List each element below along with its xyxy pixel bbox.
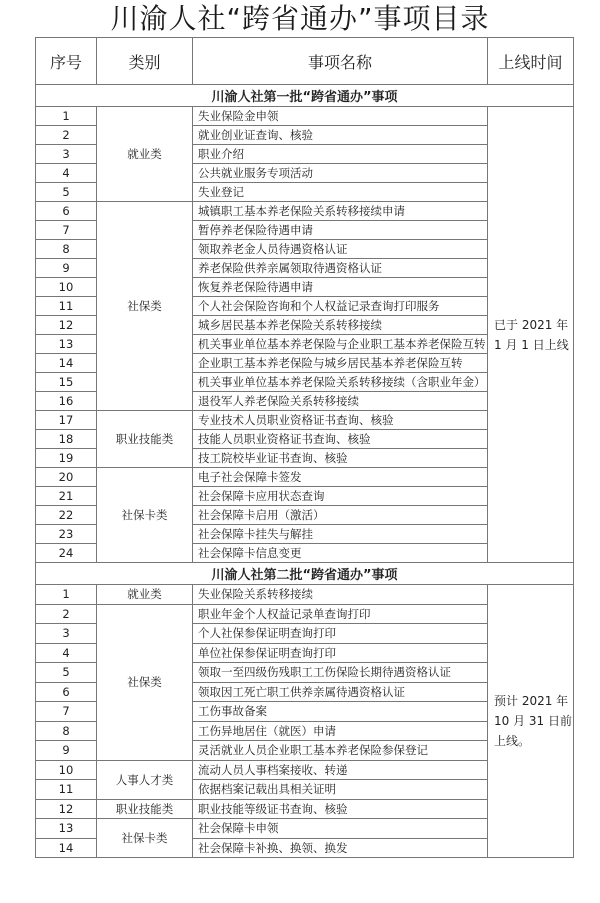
item-number: 12 [36, 316, 97, 335]
item-name: 个人社保参保证明查询打印 [193, 624, 488, 644]
item-name: 职业技能等级证书查询、核验 [193, 799, 488, 819]
item-number: 19 [36, 449, 97, 468]
section-heading-row [36, 563, 574, 585]
item-name: 单位社保参保证明查询打印 [193, 643, 488, 663]
item-name: 社会保障卡挂失与解挂 [193, 525, 488, 544]
online-time: 预计 2021 年 10 月 31 日前上线。 [488, 585, 574, 858]
item-name: 城乡居民基本养老保险关系转移接续 [193, 316, 488, 335]
item-number: 3 [36, 145, 97, 164]
item-number: 7 [36, 702, 97, 722]
item-number: 9 [36, 259, 97, 278]
item-name: 流动人员人事档案接收、转递 [193, 760, 488, 780]
item-number: 4 [36, 164, 97, 183]
item-number: 7 [36, 221, 97, 240]
item-number: 14 [36, 354, 97, 373]
item-name: 工伤异地居住（就医）申请 [193, 721, 488, 741]
item-number: 11 [36, 297, 97, 316]
item-name: 社会保障卡信息变更 [193, 544, 488, 563]
item-name: 个人社会保险咨询和个人权益记录查询打印服务 [193, 297, 488, 316]
item-name: 养老保险供养亲属领取待遇资格认证 [193, 259, 488, 278]
table-row [36, 585, 574, 605]
item-name: 工伤事故备案 [193, 702, 488, 722]
item-number: 21 [36, 487, 97, 506]
item-number: 4 [36, 643, 97, 663]
item-number: 8 [36, 240, 97, 259]
item-number: 12 [36, 799, 97, 819]
item-name: 机关事业单位基本养老保险关系转移接续（含职业年金） [193, 373, 488, 392]
item-category: 社保卡类 [97, 819, 193, 858]
item-name: 领取一至四级伤残职工工伤保险长期待遇资格认证 [193, 663, 488, 683]
item-number: 3 [36, 624, 97, 644]
item-number: 16 [36, 392, 97, 411]
item-number: 1 [36, 107, 97, 126]
item-category: 社保卡类 [97, 468, 193, 563]
item-name: 社会保障卡补换、换领、换发 [193, 838, 488, 858]
item-category: 职业技能类 [97, 799, 193, 819]
item-category: 就业类 [97, 107, 193, 202]
item-number: 17 [36, 411, 97, 430]
item-category: 社保类 [97, 202, 193, 411]
item-number: 10 [36, 760, 97, 780]
item-number: 24 [36, 544, 97, 563]
header-no: 序号 [36, 38, 97, 85]
item-name: 技能人员职业资格证书查询、核验 [193, 430, 488, 449]
item-name: 机关事业单位基本养老保险与企业职工基本养老保险互转 [193, 335, 488, 354]
item-number: 5 [36, 663, 97, 683]
item-name: 依据档案记载出具相关证明 [193, 780, 488, 800]
item-number: 13 [36, 819, 97, 839]
item-number: 1 [36, 585, 97, 605]
item-number: 15 [36, 373, 97, 392]
item-number: 2 [36, 604, 97, 624]
item-number: 23 [36, 525, 97, 544]
item-number: 18 [36, 430, 97, 449]
item-number: 2 [36, 126, 97, 145]
item-name: 失业保险金申领 [193, 107, 488, 126]
catalog-table [35, 37, 574, 858]
header-item-name: 事项名称 [193, 38, 488, 85]
item-name: 社会保障卡应用状态查询 [193, 487, 488, 506]
item-category: 社保类 [97, 604, 193, 760]
item-name: 社会保障卡启用（激活） [193, 506, 488, 525]
item-name: 恢复养老保险待遇申请 [193, 278, 488, 297]
item-number: 20 [36, 468, 97, 487]
item-name: 失业保险关系转移接续 [193, 585, 488, 605]
section-heading: 川渝人社第一批“跨省通办”事项 [36, 85, 574, 107]
header-category: 类别 [97, 38, 193, 85]
online-time: 已于 2021 年 1 月 1 日上线 [488, 107, 574, 563]
item-number: 8 [36, 721, 97, 741]
page-title: 川渝人社“跨省通办”事项目录 [110, 2, 490, 35]
item-category: 职业技能类 [97, 411, 193, 468]
item-name: 社会保障卡申领 [193, 819, 488, 839]
item-number: 10 [36, 278, 97, 297]
item-number: 6 [36, 202, 97, 221]
item-name: 暂停养老保险待遇申请 [193, 221, 488, 240]
item-number: 5 [36, 183, 97, 202]
item-category: 人事人才类 [97, 760, 193, 799]
header-online-time: 上线时间 [488, 38, 574, 85]
item-number: 6 [36, 682, 97, 702]
item-name: 企业职工基本养老保险与城乡居民基本养老保险互转 [193, 354, 488, 373]
item-name: 职业年金个人权益记录单查询打印 [193, 604, 488, 624]
item-name: 技工院校毕业证书查询、核验 [193, 449, 488, 468]
item-number: 14 [36, 838, 97, 858]
item-name: 退役军人养老保险关系转移接续 [193, 392, 488, 411]
item-name: 电子社会保障卡签发 [193, 468, 488, 487]
table-header-row [36, 38, 574, 85]
table-row [36, 107, 574, 126]
section-heading-row [36, 85, 574, 107]
item-number: 13 [36, 335, 97, 354]
item-name: 公共就业服务专项活动 [193, 164, 488, 183]
item-name: 灵活就业人员企业职工基本养老保险参保登记 [193, 741, 488, 761]
item-name: 专业技术人员职业资格证书查询、核验 [193, 411, 488, 430]
item-name: 职业介绍 [193, 145, 488, 164]
item-name: 失业登记 [193, 183, 488, 202]
item-number: 11 [36, 780, 97, 800]
section-heading: 川渝人社第二批“跨省通办”事项 [36, 563, 574, 585]
item-number: 22 [36, 506, 97, 525]
item-name: 城镇职工基本养老保险关系转移接续申请 [193, 202, 488, 221]
item-name: 就业创业证查询、核验 [193, 126, 488, 145]
item-name: 领取养老金人员待遇资格认证 [193, 240, 488, 259]
item-name: 领取因工死亡职工供养亲属待遇资格认证 [193, 682, 488, 702]
item-category: 就业类 [97, 585, 193, 605]
item-number: 9 [36, 741, 97, 761]
